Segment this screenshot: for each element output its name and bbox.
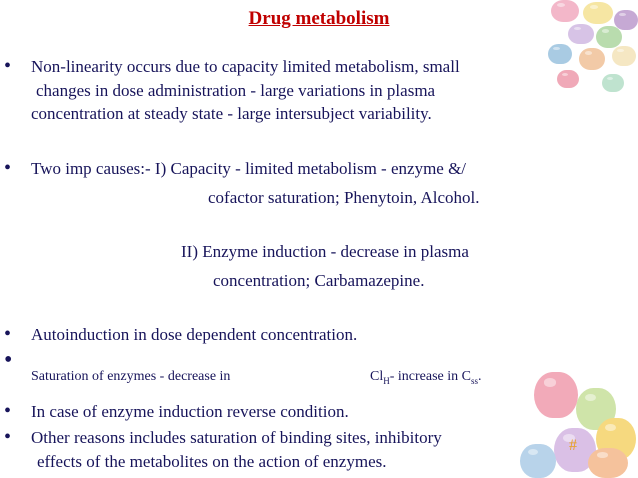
egg-peach-large (588, 448, 628, 478)
bullet-1-marker: • (4, 55, 12, 77)
bullet-1-line-3: concentration at steady state - large intersubject variability. (31, 104, 432, 123)
bullet-3-text: Autoinduction in dose dependent concentration. (31, 325, 358, 344)
bullet-2-line-4: concentration; Carbamazepine. (213, 271, 425, 290)
bullet-2-line-3: II) Enzyme induction - decrease in plasma (181, 242, 469, 261)
clearance-subscript: H (383, 375, 390, 386)
bullet-6-marker: • (4, 426, 12, 448)
bullet-2-line-1: Two imp causes:- I) Capacity - limited metabolism - enzyme &/ (31, 159, 467, 178)
bullet-1-line-1: Non-linearity occurs due to capacity limited metabolism, small (31, 57, 460, 76)
bullet-2-marker: • (4, 157, 12, 179)
bullet-2-line-2: cofactor saturation; Phenytoin, Alcohol. (208, 188, 480, 207)
egg-pink-large (534, 372, 578, 418)
increase-text: - increase in C (389, 369, 471, 384)
css-subscript: ss (470, 375, 478, 386)
bullet-4-formula (370, 369, 482, 386)
clearance-symbol: Cl (370, 369, 384, 384)
egg-blue-large (520, 444, 556, 478)
egg-cream (612, 46, 636, 66)
egg-rose (557, 70, 579, 88)
bullet-5-text: In case of enzyme induction reverse condition. (31, 402, 349, 421)
bullet-6-line-1: Other reasons includes saturation of binding sites, inhibitory (31, 428, 442, 447)
egg-blue (548, 44, 572, 64)
slide-title: Drug metabolism (248, 8, 390, 29)
bullet-1-line-2: changes in dose administration - large variations in plasma (36, 81, 436, 100)
egg-mint (602, 74, 624, 92)
egg-peach (579, 48, 605, 70)
formula-end: . (478, 369, 482, 384)
corner-hash-mark: # (569, 437, 577, 454)
bullet-5-marker: • (4, 400, 12, 422)
bullet-4-text-a: Saturation of enzymes - decrease in (31, 369, 231, 384)
bullet-6-line-2: effects of the metabolites on the action of enzymes. (37, 452, 387, 471)
bullet-3-marker: • (4, 323, 12, 345)
bullet-4-marker: • (4, 347, 13, 373)
